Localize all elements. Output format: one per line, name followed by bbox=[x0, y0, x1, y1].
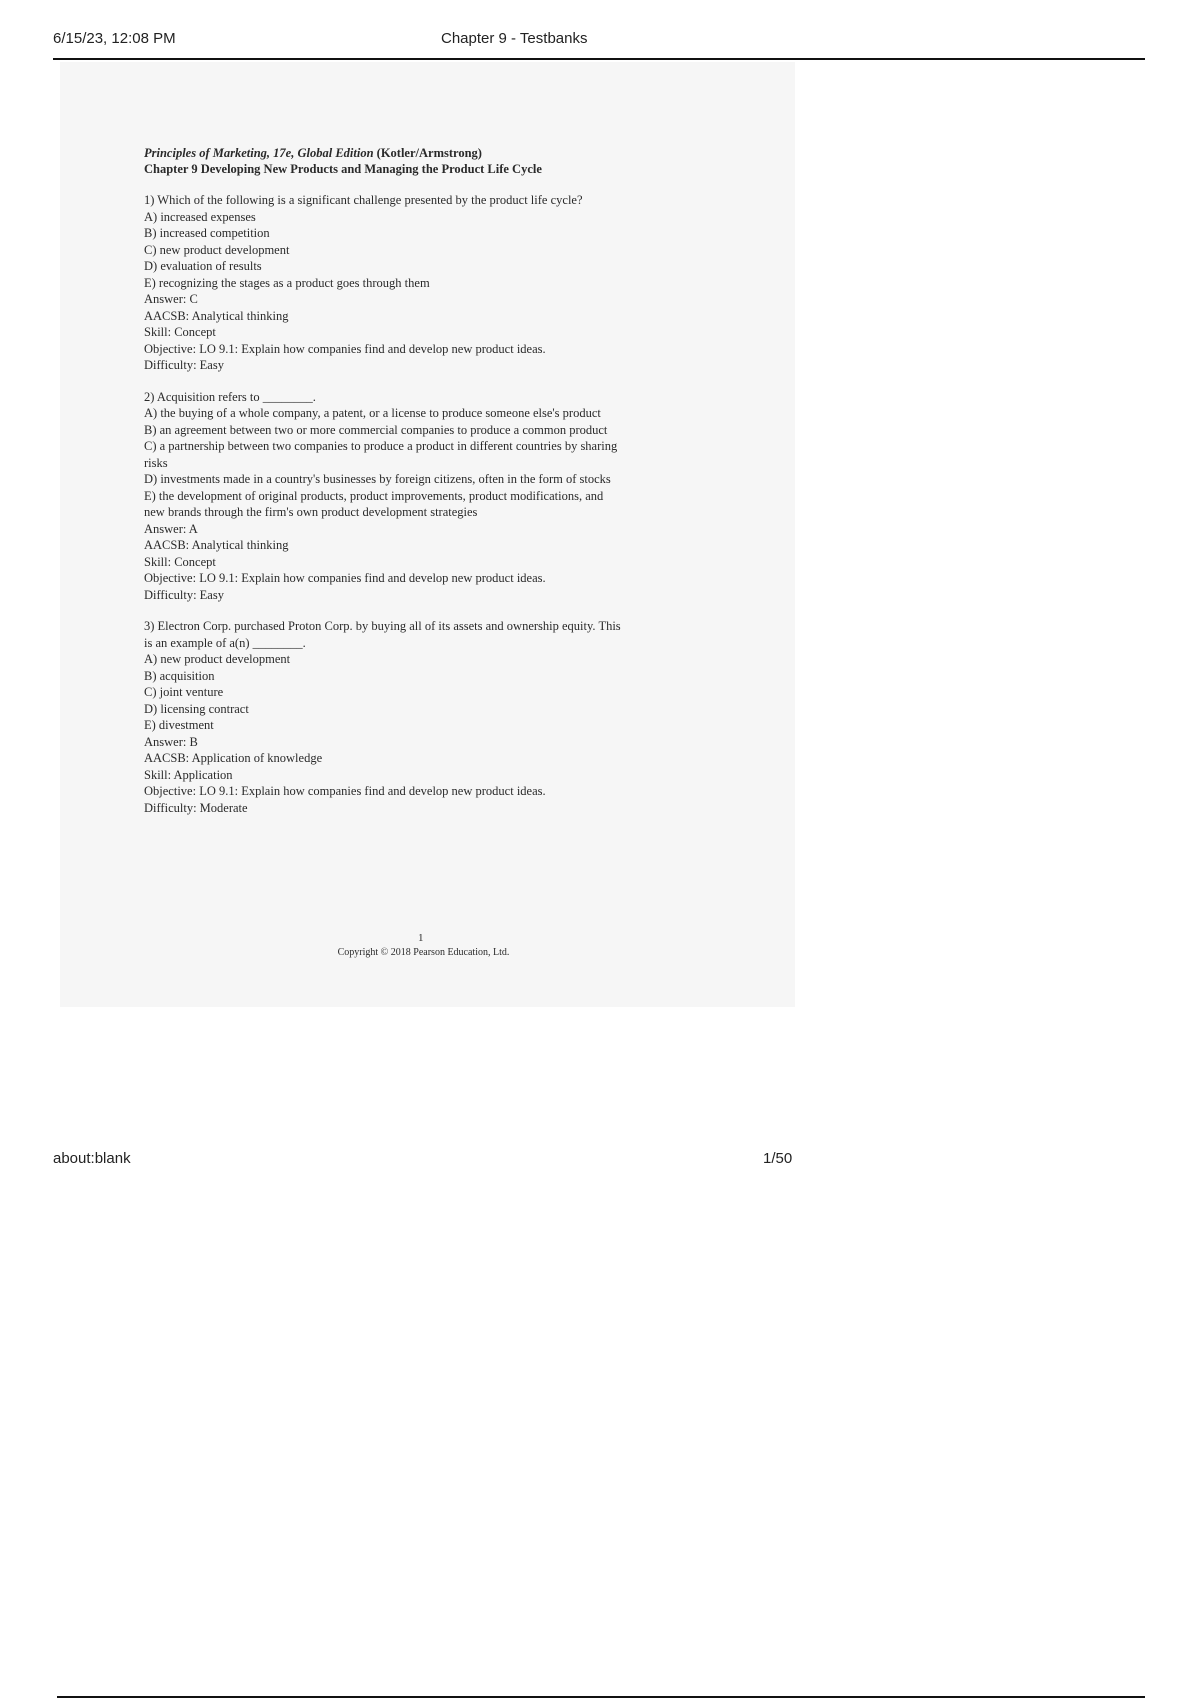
question-line: AACSB: Analytical thinking bbox=[144, 538, 289, 552]
page-number: 1 bbox=[418, 932, 424, 944]
chapter-heading: Chapter 9 Developing New Products and Managing the Product Life Cycle bbox=[144, 162, 542, 176]
question-line: is an example of a(n) ________. bbox=[144, 635, 306, 650]
question-line: C) new product development bbox=[144, 242, 290, 257]
question-line: Objective: LO 9.1: Explain how companies find and develop new product ideas. bbox=[144, 571, 546, 585]
question-line: risks bbox=[144, 455, 168, 470]
question-line: C) a partnership between two companies to produce a product in different countries by sharing bbox=[144, 439, 618, 453]
question-line: B) acquisition bbox=[144, 668, 215, 683]
question-line: E) recognizing the stages as a product goes through them bbox=[144, 275, 430, 290]
question-line: Answer: C bbox=[144, 292, 198, 306]
book-authors: (Kotler/Armstrong) bbox=[373, 146, 482, 160]
question-line: Objective: LO 9.1: Explain how companies find and develop new product ideas. bbox=[144, 784, 546, 798]
question-line: A) new product development bbox=[144, 652, 291, 666]
question-line: 1) Which of the following is a significant challenge presented by the product life cycle? bbox=[144, 193, 583, 207]
question-line: B) increased competition bbox=[144, 226, 270, 240]
question-line: 3) Electron Corp. purchased Proton Corp. by buying all of its assets and ownership equity. This bbox=[144, 619, 621, 633]
question-block bbox=[144, 192, 704, 374]
question-line: B) an agreement between two or more commercial companies to produce a common product bbox=[144, 422, 608, 437]
bottom-rule bbox=[57, 1696, 1145, 1698]
question-block bbox=[144, 618, 704, 816]
question-block bbox=[144, 389, 704, 604]
question-line: Difficulty: Easy bbox=[144, 358, 224, 372]
question-line: D) investments made in a country's businesses by foreign citizens, often in the form of stocks bbox=[144, 472, 611, 486]
question-list bbox=[144, 192, 704, 816]
question-line: Difficulty: Moderate bbox=[144, 800, 248, 815]
document-body bbox=[144, 145, 704, 816]
print-header bbox=[53, 28, 1145, 60]
question-line: Skill: Application bbox=[144, 767, 233, 782]
question-line: AACSB: Application of knowledge bbox=[144, 751, 323, 765]
question-line: AACSB: Analytical thinking bbox=[144, 308, 289, 323]
question-line: Answer: B bbox=[144, 734, 198, 749]
question-line: 2) Acquisition refers to ________. bbox=[144, 389, 316, 404]
book-title: Principles of Marketing, 17e, Global Edition bbox=[144, 146, 374, 160]
question-line: Answer: A bbox=[144, 521, 198, 536]
copyright-notice: Copyright © 2018 Pearson Education, Ltd. bbox=[337, 947, 510, 958]
print-title: Chapter 9 - Testbanks bbox=[441, 30, 588, 47]
book-line bbox=[144, 145, 704, 161]
question-line: D) licensing contract bbox=[144, 701, 249, 716]
question-line: D) evaluation of results bbox=[144, 259, 262, 273]
question-line: Skill: Concept bbox=[144, 325, 216, 339]
question-line: Objective: LO 9.1: Explain how companies find and develop new product ideas. bbox=[144, 341, 546, 356]
question-line: A) the buying of a whole company, a patent, or a license to produce someone else's product bbox=[144, 406, 601, 420]
question-line: E) divestment bbox=[144, 718, 214, 732]
print-footer-url: about:blank bbox=[53, 1150, 131, 1167]
question-line: new brands through the firm's own product development strategies bbox=[144, 505, 478, 519]
question-line: C) joint venture bbox=[144, 685, 224, 699]
print-footer-page: 1/50 bbox=[763, 1150, 793, 1167]
question-line: E) the development of original products, product improvements, product modifications, and bbox=[144, 488, 604, 503]
question-line: A) increased expenses bbox=[144, 209, 256, 224]
question-line: Skill: Concept bbox=[144, 554, 216, 569]
print-date: 6/15/23, 12:08 PM bbox=[53, 30, 176, 47]
question-line: Difficulty: Easy bbox=[144, 587, 224, 602]
